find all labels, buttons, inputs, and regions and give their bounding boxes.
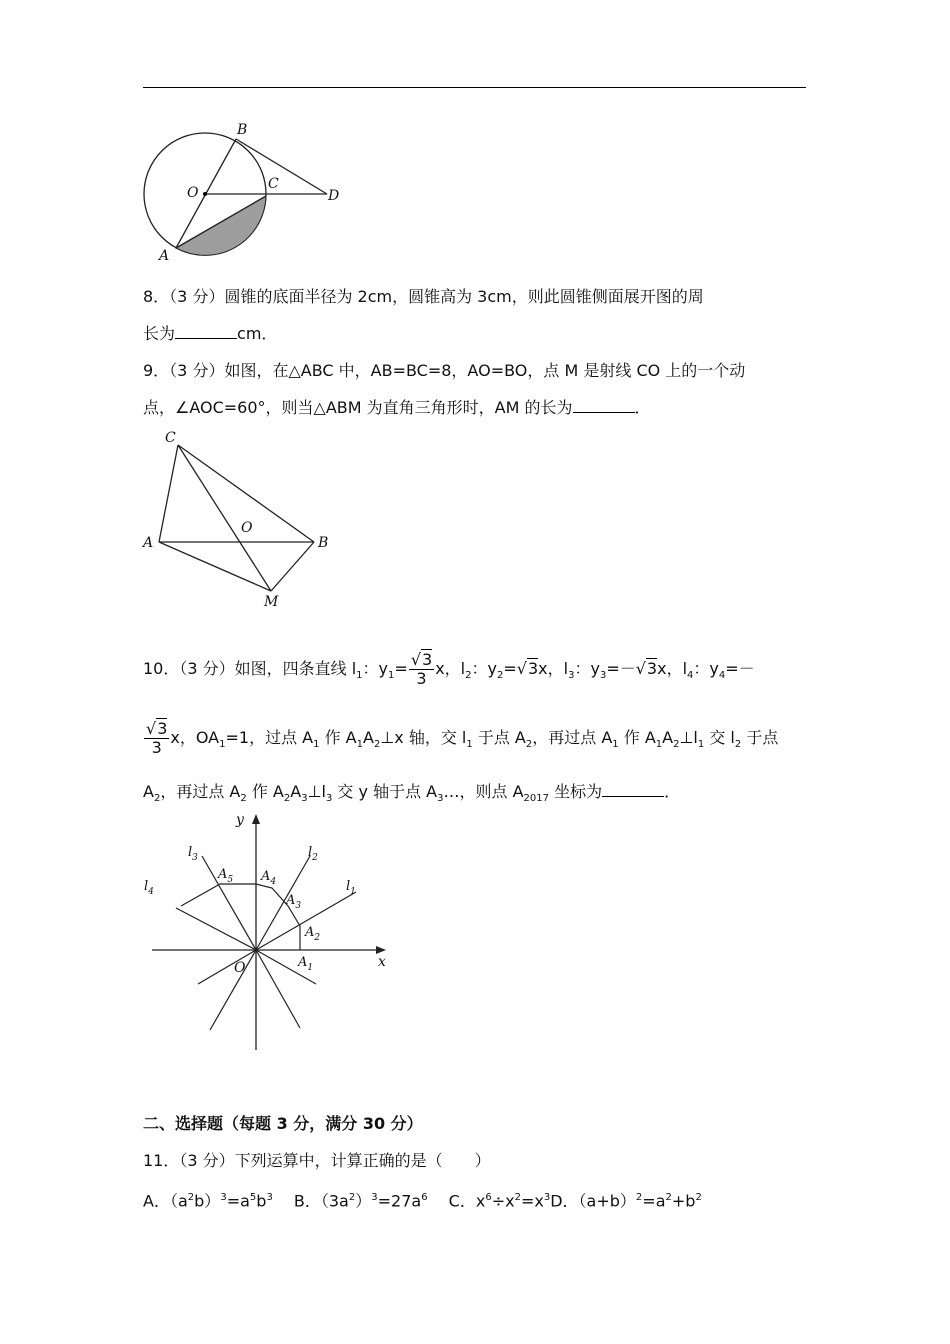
label-y: y — [236, 812, 244, 828]
label-O: O — [187, 185, 199, 201]
label-x: x — [378, 954, 386, 970]
q11-stem: 11．（3 分）下列运算中，计算正确的是（ ） — [143, 1151, 491, 1170]
label-B: B — [318, 535, 329, 551]
q8-line1: 8．（3 分）圆锥的底面半径为 2cm，圆锥高为 3cm，则此圆锥侧面展开图的周 — [143, 287, 704, 306]
answer-blank[interactable] — [175, 324, 237, 339]
label-C: C — [165, 430, 176, 446]
label-O: O — [234, 960, 246, 976]
triangle-figure — [138, 425, 338, 615]
label-l2: $l_2$ — [308, 845, 318, 863]
q10-line3: $A_2$，再过点 $A_2$ 作 $A_2A_3\perp l_3$ 交 y 轴于点 $A_3\dots$，则点 $A_{2017}$ 坐标为 ． — [143, 782, 681, 805]
q10-line2: $\frac{√3}{3}$ x，$OA_1=1$，过点 $A_1$ 作 $A_1A_2\perp x$ 轴，交 $l_1$ 于点 $A_2$，再过点 $A_1$ 作 $A_1A_2\perp l_1$ 交 $l_2$ 于点 — [146, 719, 779, 757]
q11-options: A．$(a^2b)^3=a^5b^3$ B．$(3a^2)^3=27a^6$ C．$x^6\div x^2=x^3D$．$(a+b)^2=a^2+b^2$ — [143, 1191, 702, 1211]
label-l3: $l_3$ — [188, 845, 198, 863]
label-A: A — [143, 535, 154, 551]
header-rule — [143, 87, 806, 88]
label-O: O — [241, 520, 253, 536]
label-A5: $A_5$ — [218, 867, 234, 885]
answer-blank[interactable] — [573, 398, 635, 413]
q8-line2: 长为 cm． — [143, 324, 278, 343]
label-A4: $A_4$ — [261, 869, 277, 887]
label-M: M — [264, 594, 279, 610]
answer-blank[interactable] — [602, 782, 664, 797]
label-A1: $A_1$ — [298, 955, 314, 973]
section-heading: 二、选择题（每题 3 分，满分 30 分） — [143, 1114, 423, 1133]
q10-line1: 10．（3 分）如图，四条直线 $l_1$：$y_1=$ $\frac{√3}{3}$ x，$l_2$：$y_2=√3x$，$l_3$：$y_3=-√3x$，$l_4$：$y_4=-$ — [143, 650, 755, 688]
q9-line2: 点，∠AOC=60°，则当△ABM 为直角三角形时，AM 的长为 ． — [143, 398, 651, 417]
circle-figure — [135, 118, 350, 266]
label-D: D — [328, 188, 340, 204]
q9-line1: 9．（3 分）如图，在△ABC 中，AB=BC=8，AO=BO，点 M 是射线 CO 上的一个动 — [143, 361, 746, 380]
label-l1: $l_1$ — [346, 879, 356, 897]
label-C: C — [268, 176, 279, 192]
axes-figure — [138, 810, 398, 1055]
label-A2: $A_2$ — [305, 925, 321, 943]
label-B: B — [237, 122, 248, 138]
label-A3: $A_3$ — [286, 893, 302, 911]
label-l4: $l_4$ — [144, 879, 154, 897]
label-A: A — [159, 248, 170, 264]
